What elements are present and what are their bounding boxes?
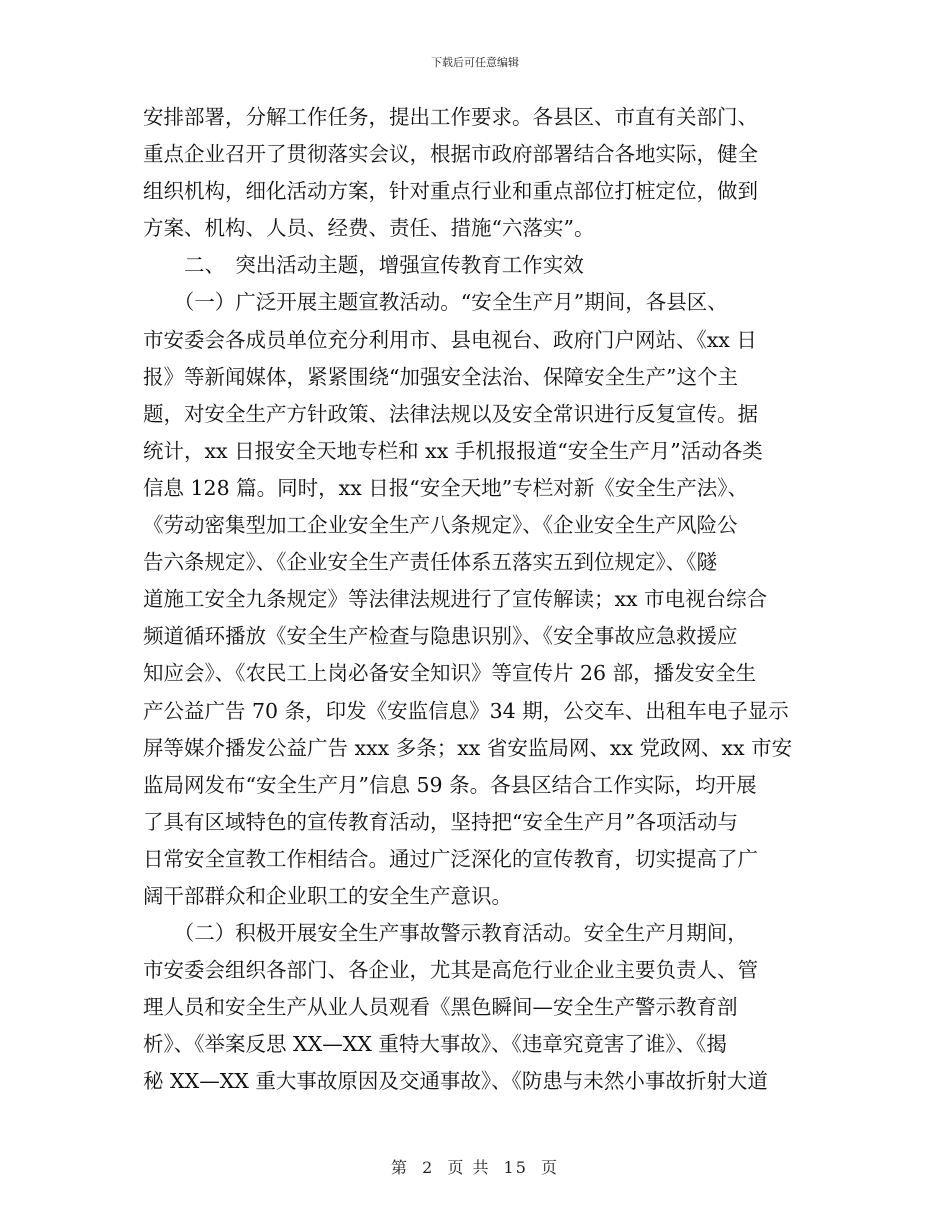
text-line: 理人员和安全生产从业人员观看《黑色瞬间—安全生产警示教育剖 — [143, 995, 738, 1020]
text-line: 频道循环播放《安全生产检查与隐患识别》、《安全事故应急救援应 — [143, 624, 738, 649]
footer-total-pages: 15 — [503, 1158, 528, 1177]
text-line: 道施工安全九条规定》等法律法规进行了宣传解读；xx 市电视台综合 — [143, 587, 768, 612]
text-line: 产公益广告 70 条，印发《安监信息》34 期，公交车、出租车电子显示 — [143, 698, 789, 723]
page-header: 下载后可任意编辑 — [431, 56, 519, 69]
text-line: 日常安全宣教工作相结合。通过广泛深化的宣传教育，切实提高了广 — [143, 846, 758, 871]
text-line: 知应会》、《农民工上岗必备安全知识》等宣传片 26 部，播发安全生 — [143, 661, 757, 686]
text-line: 了具有区域特色的宣传教育活动，坚持把“安全生产月”各项活动与 — [143, 809, 738, 834]
text-line: 监局网发布“安全生产月”信息 59 条。各县区结合工作实际，均开展 — [143, 772, 757, 797]
text-line: 屏等媒介播发公益广告 xxx 多条；xx 省安监局网、xx 党政网、xx 市安 — [143, 735, 793, 760]
text-line: （二）积极开展安全生产事故警示教育活动。安全生产月期间， — [143, 921, 748, 946]
text-line: 《劳动密集型加工企业安全生产八条规定》、《企业安全生产风险公 — [143, 513, 738, 538]
text-line: 安排部署，分解工作任务，提出工作要求。各县区、市直有关部门、 — [143, 105, 758, 129]
footer-suffix: 页 — [541, 1158, 560, 1177]
text-line: 告六条规定》、《企业安全生产责任体系五落实五到位规定》、《隧 — [143, 550, 717, 575]
text-line: 报》等新闻媒体，紧紧围绕“加强安全法治、保障安全生产”这个主 — [143, 364, 738, 389]
text-line: 二、 突出活动主题，增强宣传教育工作实效 — [143, 253, 584, 278]
text-line: 题，对安全生产方针政策、法律法规以及安全常识进行反复宣传。据 — [143, 401, 758, 426]
text-line: 阔干部群众和企业职工的安全生产意识。 — [143, 883, 512, 908]
text-line: （一）广泛开展主题宣教活动。“安全生产月”期间，各县区、 — [143, 290, 728, 315]
text-line: 重点企业召开了贯彻落实会议，根据市政府部署结合各地实际，健全 — [143, 142, 758, 167]
page-footer — [0, 1155, 950, 1178]
text-line: 方案、机构、人员、经费、责任、措施“六落实”。 — [143, 216, 595, 241]
text-line: 信息 128 篇。同时，xx 日报“安全天地”专栏对新《安全生产法》、 — [143, 475, 749, 500]
footer-prefix: 第 — [390, 1158, 409, 1177]
text-line: 秘 XX—XX 重大事故原因及交通事故》、《防患与未然小事故折射大道 — [143, 1069, 768, 1094]
text-line: 统计，xx 日报安全天地专栏和 xx 手机报报道“安全生产月”活动各类 — [143, 438, 763, 463]
text-line: 析》、《举案反思 XX—XX 重特大事故》、《违章究竟害了谁》、《揭 — [143, 1032, 727, 1057]
text-line: 市安委会组织各部门、各企业，尤其是高危行业企业主要负责人、管 — [143, 958, 758, 983]
footer-mid: 页 共 — [447, 1158, 491, 1177]
document-body — [143, 99, 808, 1101]
footer-page-number: 2 — [422, 1158, 435, 1177]
text-line: 组织机构，细化活动方案，针对重点行业和重点部位打桩定位，做到 — [143, 179, 758, 204]
text-line: 市安委会各成员单位充分利用市、县电视台、政府门户网站、《xx 日 — [143, 327, 757, 352]
